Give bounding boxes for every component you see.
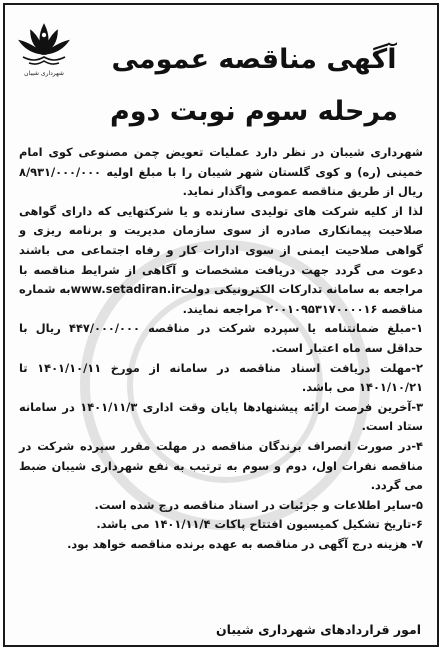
notice-body	[19, 143, 423, 554]
clause-4: ۴-در صورت انصراف برندگان مناقصه در مهلت مقرر سپرده شرکت در مناقصه نفرات اول، دوم و سوم به ترتیب به نفع شهرداری شیبان ضبط می گردد.	[19, 438, 423, 493]
logo-caption: شهرداری شیبان	[24, 70, 64, 77]
clause-7: ۷- هزینه درج آگهی در مناقصه به عهده برنده مناقصه خواهد بود.	[67, 536, 423, 551]
signature-line: امور قراردادهای شهرداری شیبان	[215, 622, 421, 637]
clause-5: ۵-سایر اطلاعات و جزئیات در اسناد مناقصه درج شده است.	[94, 497, 423, 512]
invitation-text: لذا از کلیه شرکت های تولیدی سازنده و یا شرکتهایی که دارای گواهی صلاحیت پیمانکاری صادره از سوی سازمان مدیریت و برنامه ریزی و گواهی صلاحیت ایمنی از سوی ادارات کار و رفاه اجتماعی می باشند دعوت می گردد جهت دریافت مشخصات و آگاهی از شرایط مناقصه با مراجعه به سامانه تدارکات الکترونیکی دولت	[19, 203, 423, 297]
clause-1: ۱-مبلغ ضمانتنامه یا سپرده شرکت در مناقصه ۴۴۷/۰۰۰/۰۰۰ ریال با حداقل سه ماه اعتبار است.	[19, 321, 424, 355]
notice-subtitle: مرحله سوم نوبت دوم	[109, 96, 399, 127]
notice-title: آگهی مناقصه عمومی	[111, 44, 397, 75]
clause-2: ۲-مهلت دریافت اسناد مناقصه در سامانه از مورخ ۱۴۰۱/۱۰/۱۱ تا ۱۴۰۱/۱۰/۲۱ می باشد.	[19, 360, 423, 395]
tender-number-text: به شماره مناقصه ۲۰۰۱۰۹۵۳۱۷۰۰۰۰۱۶ مراجعه نمایند.	[19, 282, 423, 316]
clause-6: ۶-تاریخ تشکیل کمیسیون افتتاح پاکات ۱۴۰۱/۱۱/۴ می باشد.	[96, 517, 423, 532]
website-link[interactable]: www.setadiran.ir	[70, 282, 181, 297]
intro-paragraph: شهرداری شیبان در نظر دارد عملیات تعویض چمن مصنوعی کوی امام خمینی (ره) و کوی گلستان شهر شیبان را با مبلغ اولیه ۸/۹۳۱/۰۰۰/۰۰۰ ریال از طریق مناقصه عمومی واگذار نماید.	[19, 145, 423, 199]
invitation-paragraph	[19, 202, 423, 320]
clause-3: ۳-آخرین فرصت ارائه پیشنهادها پایان وقت اداری ۱۴۰۱/۱۱/۳ در سامانه ستاد است.	[19, 399, 424, 434]
municipality-logo	[15, 19, 73, 85]
notice-frame	[3, 3, 439, 647]
lotus-emblem-icon	[15, 19, 73, 69]
